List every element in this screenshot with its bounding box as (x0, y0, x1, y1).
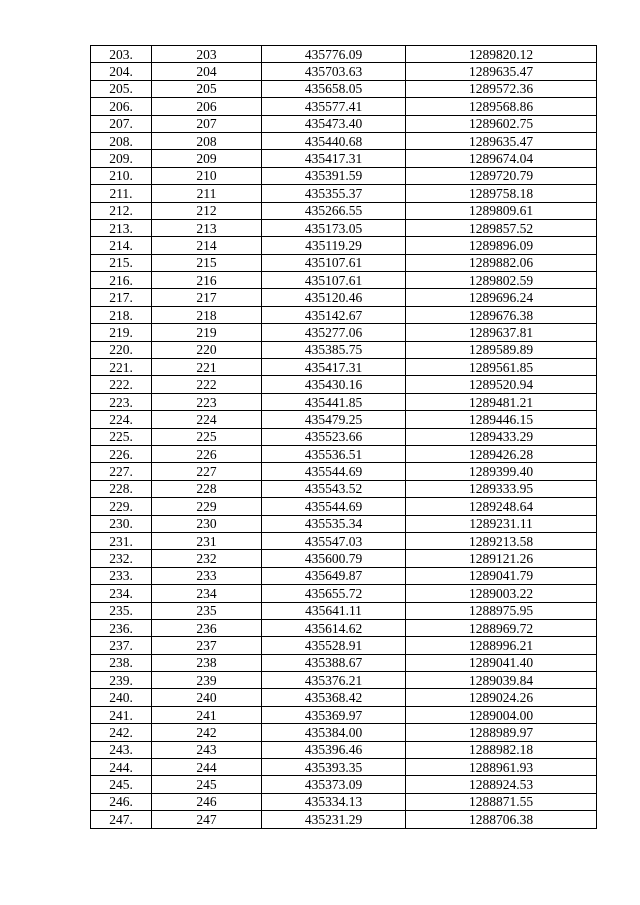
y-coordinate-cell: 1289520.94 (406, 376, 597, 393)
x-coordinate-cell: 435385.75 (262, 341, 406, 358)
y-coordinate-cell: 1289635.47 (406, 132, 597, 149)
table-row (91, 167, 597, 184)
point-id-cell: 218 (152, 306, 262, 323)
row-number-cell: 241. (91, 706, 152, 723)
y-coordinate-cell: 1289121.26 (406, 550, 597, 567)
point-id-cell: 221 (152, 359, 262, 376)
point-id-cell: 237 (152, 637, 262, 654)
point-id-cell: 216 (152, 272, 262, 289)
row-number-cell: 234. (91, 585, 152, 602)
row-number-cell: 207. (91, 115, 152, 132)
point-id-cell: 239 (152, 672, 262, 689)
row-number-cell: 242. (91, 724, 152, 741)
point-id-cell: 203 (152, 46, 262, 63)
table-row (91, 150, 597, 167)
y-coordinate-cell: 1288996.21 (406, 637, 597, 654)
x-coordinate-cell: 435373.09 (262, 776, 406, 793)
table-row (91, 289, 597, 306)
y-coordinate-cell: 1289758.18 (406, 185, 597, 202)
y-coordinate-cell: 1289333.95 (406, 480, 597, 497)
x-coordinate-cell: 435120.46 (262, 289, 406, 306)
y-coordinate-cell: 1289041.40 (406, 654, 597, 671)
row-number-cell: 218. (91, 306, 152, 323)
point-id-cell: 212 (152, 202, 262, 219)
point-id-cell: 215 (152, 254, 262, 271)
table-row (91, 550, 597, 567)
row-number-cell: 223. (91, 393, 152, 410)
y-coordinate-cell: 1289039.84 (406, 672, 597, 689)
point-id-cell: 214 (152, 237, 262, 254)
point-id-cell: 210 (152, 167, 262, 184)
x-coordinate-cell: 435355.37 (262, 185, 406, 202)
row-number-cell: 210. (91, 167, 152, 184)
point-id-cell: 208 (152, 132, 262, 149)
x-coordinate-cell: 435173.05 (262, 219, 406, 236)
row-number-cell: 208. (91, 132, 152, 149)
row-number-cell: 238. (91, 654, 152, 671)
x-coordinate-cell: 435396.46 (262, 741, 406, 758)
table-row (91, 132, 597, 149)
point-id-cell: 235 (152, 602, 262, 619)
x-coordinate-cell: 435393.35 (262, 759, 406, 776)
table-row (91, 463, 597, 480)
x-coordinate-cell: 435641.11 (262, 602, 406, 619)
x-coordinate-cell: 435430.16 (262, 376, 406, 393)
x-coordinate-cell: 435417.31 (262, 150, 406, 167)
x-coordinate-cell: 435614.62 (262, 619, 406, 636)
y-coordinate-cell: 1289004.00 (406, 706, 597, 723)
table-row (91, 98, 597, 115)
x-coordinate-cell: 435142.67 (262, 306, 406, 323)
row-number-cell: 240. (91, 689, 152, 706)
table-row (91, 567, 597, 584)
row-number-cell: 246. (91, 793, 152, 810)
point-id-cell: 246 (152, 793, 262, 810)
y-coordinate-cell: 1289809.61 (406, 202, 597, 219)
x-coordinate-cell: 435577.41 (262, 98, 406, 115)
y-coordinate-cell: 1289561.85 (406, 359, 597, 376)
x-coordinate-cell: 435368.42 (262, 689, 406, 706)
row-number-cell: 247. (91, 811, 152, 828)
y-coordinate-cell: 1289572.36 (406, 80, 597, 97)
table-row (91, 324, 597, 341)
row-number-cell: 214. (91, 237, 152, 254)
point-id-cell: 220 (152, 341, 262, 358)
x-coordinate-cell: 435658.05 (262, 80, 406, 97)
point-id-cell: 227 (152, 463, 262, 480)
y-coordinate-cell: 1289896.09 (406, 237, 597, 254)
x-coordinate-cell: 435369.97 (262, 706, 406, 723)
coordinates-table (90, 45, 597, 829)
table-row (91, 46, 597, 63)
x-coordinate-cell: 435441.85 (262, 393, 406, 410)
point-id-cell: 241 (152, 706, 262, 723)
row-number-cell: 232. (91, 550, 152, 567)
row-number-cell: 215. (91, 254, 152, 271)
y-coordinate-cell: 1289882.06 (406, 254, 597, 271)
x-coordinate-cell: 435535.34 (262, 515, 406, 532)
table-row (91, 619, 597, 636)
row-number-cell: 228. (91, 480, 152, 497)
x-coordinate-cell: 435473.40 (262, 115, 406, 132)
y-coordinate-cell: 1289602.75 (406, 115, 597, 132)
point-id-cell: 242 (152, 724, 262, 741)
row-number-cell: 206. (91, 98, 152, 115)
y-coordinate-cell: 1289481.21 (406, 393, 597, 410)
point-id-cell: 231 (152, 532, 262, 549)
y-coordinate-cell: 1289213.58 (406, 532, 597, 549)
point-id-cell: 240 (152, 689, 262, 706)
point-id-cell: 211 (152, 185, 262, 202)
point-id-cell: 247 (152, 811, 262, 828)
x-coordinate-cell: 435266.55 (262, 202, 406, 219)
point-id-cell: 244 (152, 759, 262, 776)
x-coordinate-cell: 435391.59 (262, 167, 406, 184)
y-coordinate-cell: 1289635.47 (406, 63, 597, 80)
x-coordinate-cell: 435655.72 (262, 585, 406, 602)
row-number-cell: 221. (91, 359, 152, 376)
y-coordinate-cell: 1289024.26 (406, 689, 597, 706)
table-row (91, 237, 597, 254)
row-number-cell: 230. (91, 515, 152, 532)
row-number-cell: 225. (91, 428, 152, 445)
point-id-cell: 206 (152, 98, 262, 115)
table-row (91, 393, 597, 410)
table-row (91, 185, 597, 202)
y-coordinate-cell: 1289820.12 (406, 46, 597, 63)
row-number-cell: 212. (91, 202, 152, 219)
row-number-cell: 211. (91, 185, 152, 202)
table-row (91, 219, 597, 236)
table-row (91, 689, 597, 706)
row-number-cell: 224. (91, 411, 152, 428)
x-coordinate-cell: 435649.87 (262, 567, 406, 584)
point-id-cell: 226 (152, 445, 262, 462)
table-row (91, 637, 597, 654)
table-row (91, 811, 597, 828)
table-row (91, 585, 597, 602)
x-coordinate-cell: 435547.03 (262, 532, 406, 549)
row-number-cell: 204. (91, 63, 152, 80)
table-row (91, 115, 597, 132)
point-id-cell: 243 (152, 741, 262, 758)
table-row (91, 254, 597, 271)
x-coordinate-cell: 435479.25 (262, 411, 406, 428)
point-id-cell: 207 (152, 115, 262, 132)
table-row (91, 63, 597, 80)
x-coordinate-cell: 435231.29 (262, 811, 406, 828)
table-row (91, 741, 597, 758)
x-coordinate-cell: 435417.31 (262, 359, 406, 376)
table-row (91, 411, 597, 428)
point-id-cell: 238 (152, 654, 262, 671)
row-number-cell: 205. (91, 80, 152, 97)
row-number-cell: 222. (91, 376, 152, 393)
x-coordinate-cell: 435277.06 (262, 324, 406, 341)
y-coordinate-cell: 1288989.97 (406, 724, 597, 741)
y-coordinate-cell: 1289446.15 (406, 411, 597, 428)
row-number-cell: 244. (91, 759, 152, 776)
y-coordinate-cell: 1288982.18 (406, 741, 597, 758)
row-number-cell: 216. (91, 272, 152, 289)
point-id-cell: 236 (152, 619, 262, 636)
table-row (91, 202, 597, 219)
table-row (91, 428, 597, 445)
x-coordinate-cell: 435334.13 (262, 793, 406, 810)
row-number-cell: 235. (91, 602, 152, 619)
row-number-cell: 233. (91, 567, 152, 584)
table-row (91, 654, 597, 671)
y-coordinate-cell: 1289674.04 (406, 150, 597, 167)
y-coordinate-cell: 1289231.11 (406, 515, 597, 532)
row-number-cell: 226. (91, 445, 152, 462)
table-row (91, 724, 597, 741)
table-row (91, 602, 597, 619)
y-coordinate-cell: 1289720.79 (406, 167, 597, 184)
x-coordinate-cell: 435523.66 (262, 428, 406, 445)
y-coordinate-cell: 1289433.29 (406, 428, 597, 445)
table-row (91, 480, 597, 497)
y-coordinate-cell: 1288706.38 (406, 811, 597, 828)
row-number-cell: 239. (91, 672, 152, 689)
y-coordinate-cell: 1288961.93 (406, 759, 597, 776)
table-row (91, 776, 597, 793)
point-id-cell: 219 (152, 324, 262, 341)
y-coordinate-cell: 1288924.53 (406, 776, 597, 793)
row-number-cell: 219. (91, 324, 152, 341)
point-id-cell: 233 (152, 567, 262, 584)
x-coordinate-cell: 435776.09 (262, 46, 406, 63)
table-row (91, 672, 597, 689)
point-id-cell: 223 (152, 393, 262, 410)
point-id-cell: 205 (152, 80, 262, 97)
point-id-cell: 232 (152, 550, 262, 567)
row-number-cell: 237. (91, 637, 152, 654)
row-number-cell: 220. (91, 341, 152, 358)
table-row (91, 376, 597, 393)
x-coordinate-cell: 435544.69 (262, 463, 406, 480)
y-coordinate-cell: 1288969.72 (406, 619, 597, 636)
point-id-cell: 224 (152, 411, 262, 428)
point-id-cell: 230 (152, 515, 262, 532)
y-coordinate-cell: 1289003.22 (406, 585, 597, 602)
x-coordinate-cell: 435440.68 (262, 132, 406, 149)
x-coordinate-cell: 435388.67 (262, 654, 406, 671)
y-coordinate-cell: 1289696.24 (406, 289, 597, 306)
row-number-cell: 227. (91, 463, 152, 480)
table-row (91, 306, 597, 323)
table-row (91, 341, 597, 358)
x-coordinate-cell: 435107.61 (262, 254, 406, 271)
row-number-cell: 213. (91, 219, 152, 236)
row-number-cell: 245. (91, 776, 152, 793)
row-number-cell: 209. (91, 150, 152, 167)
table-row (91, 515, 597, 532)
table-row (91, 706, 597, 723)
point-id-cell: 225 (152, 428, 262, 445)
point-id-cell: 228 (152, 480, 262, 497)
y-coordinate-cell: 1289041.79 (406, 567, 597, 584)
table-row (91, 445, 597, 462)
x-coordinate-cell: 435536.51 (262, 445, 406, 462)
point-id-cell: 204 (152, 63, 262, 80)
x-coordinate-cell: 435528.91 (262, 637, 406, 654)
point-id-cell: 209 (152, 150, 262, 167)
table-row (91, 80, 597, 97)
x-coordinate-cell: 435107.61 (262, 272, 406, 289)
table-body (91, 46, 597, 829)
y-coordinate-cell: 1289568.86 (406, 98, 597, 115)
y-coordinate-cell: 1289676.38 (406, 306, 597, 323)
row-number-cell: 243. (91, 741, 152, 758)
x-coordinate-cell: 435543.52 (262, 480, 406, 497)
table-row (91, 532, 597, 549)
row-number-cell: 229. (91, 498, 152, 515)
y-coordinate-cell: 1289802.59 (406, 272, 597, 289)
y-coordinate-cell: 1288975.95 (406, 602, 597, 619)
y-coordinate-cell: 1289589.89 (406, 341, 597, 358)
point-id-cell: 222 (152, 376, 262, 393)
table-row (91, 498, 597, 515)
x-coordinate-cell: 435376.21 (262, 672, 406, 689)
row-number-cell: 236. (91, 619, 152, 636)
x-coordinate-cell: 435600.79 (262, 550, 406, 567)
x-coordinate-cell: 435384.00 (262, 724, 406, 741)
point-id-cell: 229 (152, 498, 262, 515)
row-number-cell: 231. (91, 532, 152, 549)
y-coordinate-cell: 1289857.52 (406, 219, 597, 236)
point-id-cell: 245 (152, 776, 262, 793)
x-coordinate-cell: 435119.29 (262, 237, 406, 254)
row-number-cell: 217. (91, 289, 152, 306)
y-coordinate-cell: 1288871.55 (406, 793, 597, 810)
y-coordinate-cell: 1289637.81 (406, 324, 597, 341)
point-id-cell: 213 (152, 219, 262, 236)
point-id-cell: 217 (152, 289, 262, 306)
y-coordinate-cell: 1289426.28 (406, 445, 597, 462)
table-row (91, 759, 597, 776)
table-row (91, 793, 597, 810)
y-coordinate-cell: 1289399.40 (406, 463, 597, 480)
table-row (91, 359, 597, 376)
x-coordinate-cell: 435544.69 (262, 498, 406, 515)
x-coordinate-cell: 435703.63 (262, 63, 406, 80)
y-coordinate-cell: 1289248.64 (406, 498, 597, 515)
table-row (91, 272, 597, 289)
row-number-cell: 203. (91, 46, 152, 63)
point-id-cell: 234 (152, 585, 262, 602)
